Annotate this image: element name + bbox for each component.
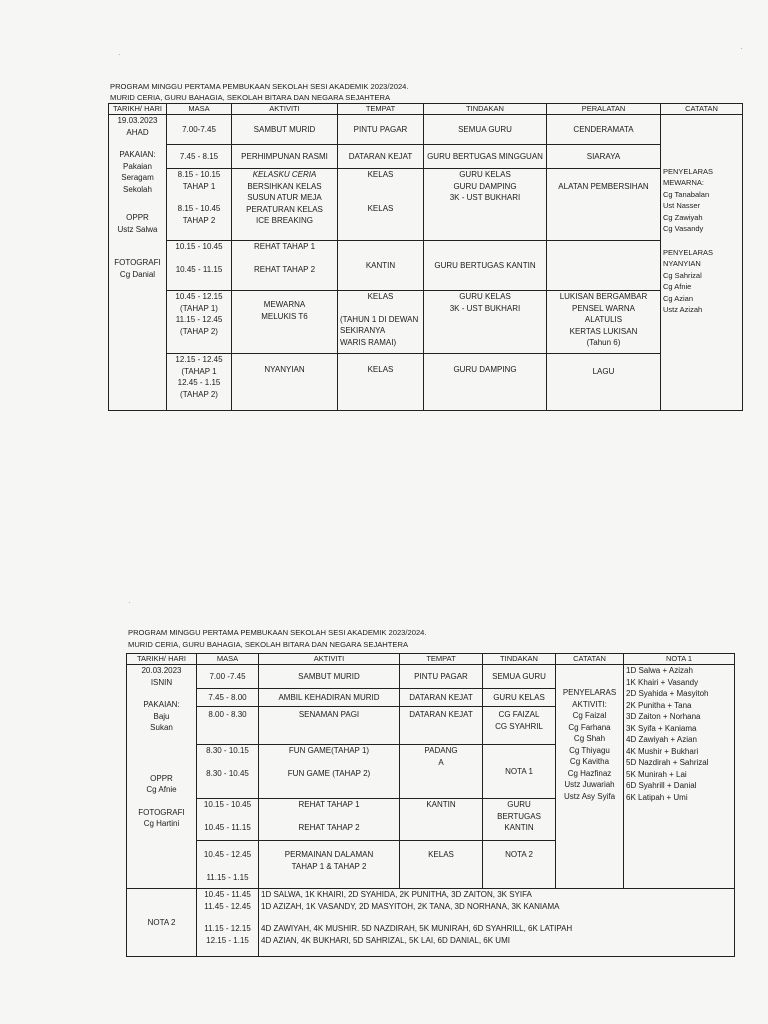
tindakan-line: CG FAIZAL <box>498 710 540 719</box>
tindakan-cell <box>483 707 556 745</box>
aktiviti-line: MEWARNA <box>263 300 306 309</box>
catatan-cell <box>661 241 743 411</box>
tempat-line: SEKIRANYA <box>340 326 386 335</box>
aktiviti-cell <box>232 169 338 241</box>
nota1-line: 6K Latipah + Umi <box>626 792 688 802</box>
pakaian-label: PAKAIAN: <box>143 700 180 709</box>
nota2-label: NOTA 2 <box>127 889 197 957</box>
fotografi-name: Cg Hartini <box>143 819 180 828</box>
masa-cell: 7.00 -7.45 <box>197 665 259 689</box>
masa-line: 10.15 - 10.45 <box>203 800 252 809</box>
tindakan-cell: NOTA 1 <box>483 745 556 799</box>
masa-cell <box>197 745 259 799</box>
masa-line: (TAHAP 2) <box>180 326 218 336</box>
doc1-title: PROGRAM MINGGU PERTAMA PEMBUKAAN SEKOLAH SESI AKADEMIK 2023/2024. <box>110 82 409 91</box>
catatan-cell <box>556 665 624 889</box>
tindakan-cell: GURU DAMPING <box>424 354 547 411</box>
peralatan-cell: LAGU <box>547 354 661 411</box>
masa-line: 8.30 - 10.45 <box>206 768 249 778</box>
tindakan-line: GURU KELAS <box>459 170 511 179</box>
header-catatan: CATATAN <box>556 654 624 665</box>
nota2-masa: 11.15 - 12.15 <box>204 924 251 933</box>
catatan-line: Cg Thiyagu <box>569 745 610 755</box>
day: AHAD <box>126 127 149 137</box>
tempat-cell: DATARAN KEJAT <box>338 145 424 169</box>
masa-cell <box>167 291 232 354</box>
masa-line: 8.15 - 10.15 <box>177 170 221 179</box>
tempat-cell: KELAS <box>338 354 424 411</box>
peralatan-cell <box>547 241 661 291</box>
masa-cell: 7.45 - 8.00 <box>197 689 259 707</box>
catatan-line: MEWARNA: <box>663 178 704 187</box>
aktiviti-cell <box>259 745 400 799</box>
masa-line: 8.30 - 10.15 <box>206 746 249 755</box>
tempat-cell: PINTU PAGAR <box>338 115 424 145</box>
catatan-line: Cg Tanabalan <box>663 189 710 199</box>
tempat-line: KELAS <box>367 203 394 213</box>
pakaian-line: Pakaian <box>123 161 152 171</box>
tindakan-line: KANTIN <box>504 823 534 832</box>
tindakan-line: CG SYAHRIL <box>495 721 543 731</box>
catatan-line: Cg Sahrizal <box>663 270 702 280</box>
nota1-line: 5K Munirah + Lai <box>626 769 687 779</box>
masa-line: TAHAP 1 <box>182 181 216 191</box>
masa-line: 10.45 - 12.45 <box>203 850 252 859</box>
tindakan-line: GURU KELAS <box>459 292 511 301</box>
peralatan-line: LUKISAN BERGAMBAR <box>559 292 648 301</box>
aktiviti-line: PERATURAN KELAS <box>246 204 323 214</box>
doc2-title: PROGRAM MINGGU PERTAMA PEMBUKAAN SEKOLAH SESI AKADEMIK 2023/2024. <box>128 628 427 637</box>
header-nota1: NOTA 1 <box>624 654 735 665</box>
nota1-line: 4D Zawiyah + Azian <box>626 735 697 744</box>
aktiviti-line: ICE BREAKING <box>256 216 313 225</box>
catatan-line: Cg Faizal <box>572 711 607 720</box>
date: 19.03.2023 <box>117 116 158 125</box>
tindakan-cell <box>424 169 547 241</box>
nota2-senarai: 4D ZAWIYAH, 4K MUSHIR. 5D NAZDIRAH, 5K MUNIRAH, 6D SYAHRILL, 6K LATIPAH <box>261 924 573 933</box>
catatan-line: Cg Zawiyah <box>663 212 703 222</box>
nota1-line: 1K Khairi + Vasandy <box>626 677 699 687</box>
nota1-line: 1D Salwa + Azizah <box>626 666 693 675</box>
tindakan-line: GURU BERTUGAS <box>497 800 541 821</box>
masa-cell <box>167 241 232 291</box>
tempat-cell: DATARAN KEJAT <box>400 689 483 707</box>
aktiviti-cell: NYANYIAN <box>232 354 338 411</box>
peralatan-line: PENSEL WARNA <box>572 303 635 313</box>
masa-cell: 7.00-7.45 <box>167 115 232 145</box>
tindakan-line: 3K - UST BUKHARI <box>449 193 521 202</box>
masa-cell <box>197 841 259 889</box>
aktiviti-line: REHAT TAHAP 2 <box>298 822 360 832</box>
tempat-cell <box>400 745 483 799</box>
aktiviti-cell <box>259 841 400 889</box>
aktiviti-line: TAHAP 1 & TAHAP 2 <box>291 861 367 871</box>
catatan-line: Cg Hazfinaz <box>567 768 612 778</box>
header-aktiviti: AKTIVITI <box>259 654 400 665</box>
aktiviti-cell <box>232 291 338 354</box>
tindakan-cell: SEMUA GURU <box>483 665 556 689</box>
header-tarikh: TARIKH/ HARI <box>109 104 167 115</box>
tempat-cell: KANTIN <box>338 241 424 291</box>
header-tempat: TEMPAT <box>400 654 483 665</box>
pakaian-line: Sekolah <box>123 184 152 194</box>
peralatan-line: ALATULIS <box>584 315 623 324</box>
tempat-line: A <box>438 757 444 767</box>
date: 20.03.2023 <box>141 666 182 675</box>
catatan-line: Cg Vasandy <box>663 224 704 233</box>
peralatan-line: KERTAS LUKISAN <box>569 326 638 336</box>
header-aktiviti: AKTIVITI <box>232 104 338 115</box>
oppr-label: OPPR <box>150 773 173 783</box>
tindakan-cell: NOTA 2 <box>483 841 556 889</box>
catatan-line: Cg Kavitha <box>569 757 610 766</box>
aktiviti-line: BERSIHKAN KELAS <box>247 181 322 191</box>
oppr-name: Ustz Salwa <box>117 224 158 234</box>
nota1-line: 6D Syahrill + Danial <box>626 781 697 790</box>
masa-line: TAHAP 2 <box>182 215 216 225</box>
peralatan-cell <box>547 291 661 354</box>
peralatan-line: (Tahun 6) <box>586 338 621 347</box>
fotografi-name: Cg Danial <box>119 269 156 279</box>
nota1-line: 3K Syifa + Kaniama <box>626 723 697 733</box>
nota2-senarai-cell <box>259 889 735 957</box>
header-tindakan: TINDAKAN <box>424 104 547 115</box>
masa-line: (TAHAP 1) <box>180 303 218 313</box>
tempat-line: KELAS <box>367 292 394 301</box>
header-masa: MASA <box>167 104 232 115</box>
aktiviti-cell: SENAMAN PAGI <box>259 707 400 745</box>
header-masa: MASA <box>197 654 259 665</box>
catatan-line: PENYELARAS <box>562 688 617 697</box>
catatan-line: Cg Shah <box>573 734 606 743</box>
masa-cell: 8.00 - 8.30 <box>197 707 259 745</box>
doc1-subtitle: MURID CERIA, GURU BAHAGIA, SEKOLAH BITARA DAN NEGARA SEJAHTERA <box>110 93 391 102</box>
tindakan-cell: GURU BERTUGAS KANTIN <box>424 241 547 291</box>
tempat-line: (TAHUN 1 DI DEWAN <box>340 314 419 324</box>
aktiviti-cell <box>259 799 400 841</box>
fotografi-label: FOTOGRAFI <box>138 807 185 817</box>
oppr-label: OPPR <box>126 213 149 222</box>
catatan-line: Ustz Asy Syifa <box>563 791 616 801</box>
pakaian-line: Seragam <box>121 173 154 182</box>
catatan-line: Cg Azian <box>663 293 694 303</box>
catatan-line: Cg Farhana <box>568 722 611 732</box>
aktiviti-cell: AMBIL KEHADIRAN MURID <box>259 689 400 707</box>
doc1-schedule-table <box>108 103 743 411</box>
catatan-line: Ustz Azizah <box>663 305 703 314</box>
masa-line: 12.45 - 1.15 <box>177 378 221 387</box>
tempat-cell <box>338 169 424 241</box>
masa-line: 11.15 - 12.45 <box>175 315 223 324</box>
aktiviti-line: SUSUN ATUR MEJA <box>247 193 322 202</box>
catatan-line: PENYELARAS <box>663 166 714 176</box>
nota1-line: 2D Syahida + Masyitoh <box>626 689 709 698</box>
nota2-masa: 10.45 - 11.45 <box>204 890 251 899</box>
nota2-senarai: 4D AZIAN, 4K BUKHARI, 5D SAHRIZAL, 5K LAI, 6D DANIAL, 6K UMI <box>261 935 510 945</box>
aktiviti-cell: SAMBUT MURID <box>232 115 338 145</box>
header-tindakan: TINDAKAN <box>483 654 556 665</box>
catatan-line: Ust Nasser <box>663 201 701 210</box>
tempat-line: KELAS <box>367 170 394 179</box>
nota2-masa-cell <box>197 889 259 957</box>
nota1-cell <box>624 665 735 889</box>
header-catatan: CATATAN <box>661 104 743 115</box>
tindakan-cell: GURU KELAS <box>483 689 556 707</box>
nota1-line: 2K Punitha + Tana <box>626 700 692 710</box>
masa-line: 11.15 - 1.15 <box>206 872 249 882</box>
day: ISNIN <box>150 677 173 687</box>
nota2-masa: 11.45 - 12.45 <box>204 901 251 911</box>
catatan-line: AKTIVITI: <box>572 699 607 709</box>
aktiviti-line: FUN GAME(TAHAP 1) <box>288 746 370 755</box>
tindakan-line: 3K - UST BUKHARI <box>449 303 521 313</box>
peralatan-cell: SIARAYA <box>547 145 661 169</box>
fotografi-label: FOTOGRAFI <box>114 258 161 267</box>
masa-cell <box>197 799 259 841</box>
doc2-subtitle: MURID CERIA, GURU BAHAGIA, SEKOLAH BITARA DAN NEGARA SEJAHTERA <box>128 640 409 649</box>
catatan-line: Ustz Juwariah <box>564 780 615 789</box>
header-tempat: TEMPAT <box>338 104 424 115</box>
masa-line: 10.45 - 12.15 <box>175 292 223 301</box>
tempat-cell: PINTU PAGAR <box>400 665 483 689</box>
masa-line: (TAHAP 2) <box>180 389 218 399</box>
peralatan-cell: CENDERAMATA <box>547 115 661 145</box>
nota2-senarai: 1D AZIZAH, 1K VASANDY, 2D MASYITOH, 2K TANA, 3D NORHANA, 3K KANIAMA <box>261 901 560 911</box>
aktiviti-line: REHAT TAHAP 2 <box>253 264 316 274</box>
masa-cell <box>167 169 232 241</box>
date-cell <box>127 665 197 889</box>
tempat-cell: DATARAN KEJAT <box>400 707 483 745</box>
masa-cell: 7.45 - 8.15 <box>167 145 232 169</box>
date-cell <box>109 115 167 411</box>
tempat-cell: KELAS <box>400 841 483 889</box>
peralatan-cell: ALATAN PEMBERSIHAN <box>547 169 661 241</box>
aktiviti-cell: PERHIMPUNAN RASMI <box>232 145 338 169</box>
aktiviti-cell <box>232 241 338 291</box>
pakaian-line: Baju <box>153 711 170 721</box>
masa-line: 10.15 - 10.45 <box>175 242 223 251</box>
catatan-line: PENYELARAS <box>663 247 714 257</box>
masa-line: 8.15 - 10.45 <box>177 204 221 213</box>
aktiviti-line: MELUKIS T6 <box>261 311 308 321</box>
doc2-schedule-table <box>126 653 735 957</box>
masa-cell <box>167 354 232 411</box>
tindakan-cell: SEMUA GURU <box>424 115 547 145</box>
nota1-line: 4K Mushir + Bukhari <box>626 746 699 756</box>
pakaian-label: PAKAIAN: <box>119 150 156 159</box>
catatan-cell <box>661 115 743 241</box>
masa-line: 10.45 - 11.15 <box>175 264 223 274</box>
catatan-line: NYANYIAN <box>663 259 701 268</box>
tempat-cell: KANTIN <box>400 799 483 841</box>
aktiviti-line: REHAT TAHAP 1 <box>298 800 360 809</box>
aktiviti-cell: SAMBUT MURID <box>259 665 400 689</box>
header-tarikh: TARIKH/ HARI <box>127 654 197 665</box>
nota1-line: 3D Zaiton + Norhana <box>626 712 701 721</box>
tindakan-cell: GURU BERTUGAS MINGGUAN <box>424 145 547 169</box>
nota2-masa: 12.15 - 1.15 <box>206 935 249 945</box>
aktiviti-line: FUN GAME (TAHAP 2) <box>287 768 371 778</box>
masa-line: (TAHAP 1 <box>181 366 217 376</box>
header-peralatan: PERALATAN <box>547 104 661 115</box>
aktiviti-line: KELASKU CERIA <box>252 170 317 179</box>
pakaian-line: Sukan <box>150 723 173 732</box>
tindakan-line: GURU DAMPING <box>453 181 517 191</box>
tempat-cell <box>338 291 424 354</box>
tindakan-cell <box>483 799 556 841</box>
nota2-senarai: 1D SALWA, 1K KHAIRI, 2D SYAHIDA, 2K PUNITHA, 3D ZAITON, 3K SYIFA <box>261 890 532 899</box>
tindakan-cell <box>424 291 547 354</box>
nota1-line: 5D Nazdirah + Sahrizal <box>626 758 709 767</box>
tempat-line: PADANG <box>424 746 458 755</box>
aktiviti-line: REHAT TAHAP 1 <box>253 242 316 251</box>
masa-line: 12.15 - 12.45 <box>175 355 223 364</box>
masa-line: 10.45 - 11.15 <box>204 822 251 832</box>
aktiviti-line: PERMAINAN DALAMAN <box>284 850 374 859</box>
catatan-line: Cg Afnie <box>663 282 692 291</box>
tempat-line: WARIS RAMAI) <box>340 337 397 347</box>
oppr-name: Cg Afnie <box>146 785 177 794</box>
